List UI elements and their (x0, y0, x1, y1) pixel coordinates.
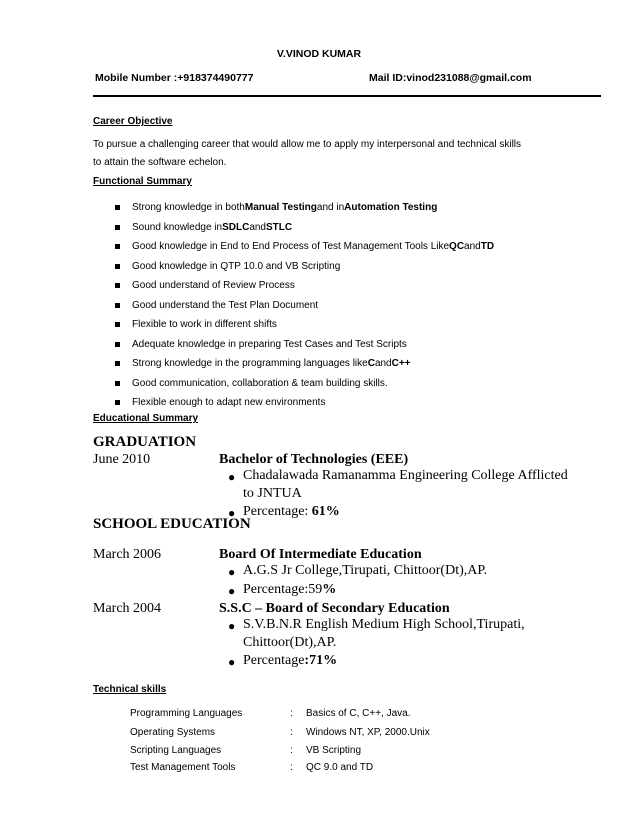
bullet-icon (115, 322, 120, 327)
bullet-icon: ● (228, 655, 236, 669)
header-divider (93, 95, 601, 97)
list-item: Adequate knowledge in preparing Test Cases and Test Scripts (115, 335, 494, 355)
bullet-icon (115, 283, 120, 288)
list-item: Sound knowledge in SDLC and STLC (115, 218, 494, 238)
school-education-heading: SCHOOL EDUCATION (93, 516, 251, 532)
list-item: Good communication, collaboration & team building skills. (115, 374, 494, 394)
list-item: Good knowledge in End to End Process of Test Management Tools Like QC and TD (115, 237, 494, 257)
intermediate-date: March 2006 (93, 547, 162, 562)
graduation-heading: GRADUATION (93, 434, 197, 450)
resume-name: V.VINOD KUMAR (276, 48, 362, 60)
skill-category: Programming Languages (130, 708, 243, 719)
list-item: Strong knowledge in the programming languages like C and C++ (115, 354, 494, 374)
ssc-percentage: Percentage:71% (243, 653, 338, 668)
graduation-college-line-2: to JNTUA (243, 486, 302, 501)
ssc-school-line-2: Chittoor(Dt),AP. (243, 635, 337, 650)
bullet-icon: ● (228, 619, 236, 633)
graduation-date: June 2010 (93, 452, 151, 467)
bullet-icon (115, 244, 120, 249)
bullet-icon (115, 342, 120, 347)
intermediate-percentage: Percentage:59% (243, 582, 337, 597)
career-objective-line-2: to attain the software echelon. (93, 157, 227, 168)
bullet-icon: ● (228, 470, 236, 484)
career-objective-heading: Career Objective (93, 116, 173, 127)
skill-value: VB Scripting (306, 745, 362, 756)
skill-separator: : (290, 727, 293, 738)
mobile-number: Mobile Number :+918374490777 (95, 72, 254, 84)
bullet-icon (115, 264, 120, 269)
bullet-icon (115, 225, 120, 230)
list-item: Good knowledge in QTP 10.0 and VB Scripting (115, 257, 494, 277)
graduation-degree: Bachelor of Technologies (EEE) (219, 452, 409, 467)
list-item: Good understand the Test Plan Document (115, 296, 494, 316)
email-address: Mail ID:vinod231088@gmail.com (369, 72, 532, 84)
skill-separator: : (290, 745, 293, 756)
bullet-icon: ● (228, 584, 236, 598)
intermediate-college: A.G.S Jr College,Tirupati, Chittoor(Dt),AP. (243, 563, 488, 578)
bullet-icon: ● (228, 506, 236, 520)
graduation-percentage: Percentage: 61% (243, 504, 340, 519)
functional-summary-heading: Functional Summary (93, 176, 192, 187)
ssc-school-line-1: S.V.B.N.R English Medium High School,Tirupati, (243, 617, 525, 632)
list-item: Flexible enough to adapt new environments (115, 393, 494, 413)
graduation-college-line-1: Chadalawada Ramanamma Engineering College Afflicted (243, 468, 568, 483)
skill-category: Operating Systems (130, 727, 216, 738)
skill-category: Test Management Tools (130, 762, 236, 773)
intermediate-board: Board Of Intermediate Education (219, 547, 422, 562)
technical-skills-heading: Technical skills (93, 684, 167, 695)
bullet-icon (115, 303, 120, 308)
skill-separator: : (290, 762, 293, 773)
bullet-icon: ● (228, 565, 236, 579)
skill-value: Basics of C, C++, Java. (306, 708, 411, 719)
list-item: Flexible to work in different shifts (115, 315, 494, 335)
bullet-icon (115, 205, 120, 210)
skill-separator: : (290, 708, 293, 719)
bullet-icon (115, 400, 120, 405)
educational-summary-heading: Educational Summary (93, 413, 199, 424)
career-objective-line-1: To pursue a challenging career that would allow me to apply my interpersonal and technical skills (93, 139, 522, 150)
skill-value: QC 9.0 and TD (306, 762, 374, 773)
skill-category: Scripting Languages (130, 745, 222, 756)
list-item: Good understand of Review Process (115, 276, 494, 296)
ssc-board: S.S.C – Board of Secondary Education (219, 601, 450, 616)
list-item: Strong knowledge in both Manual Testing and in Automation Testing (115, 198, 494, 218)
bullet-icon (115, 361, 120, 366)
functional-summary-list (115, 198, 494, 413)
bullet-icon (115, 381, 120, 386)
ssc-date: March 2004 (93, 601, 162, 616)
skill-value: Windows NT, XP, 2000.Unix (306, 727, 430, 738)
